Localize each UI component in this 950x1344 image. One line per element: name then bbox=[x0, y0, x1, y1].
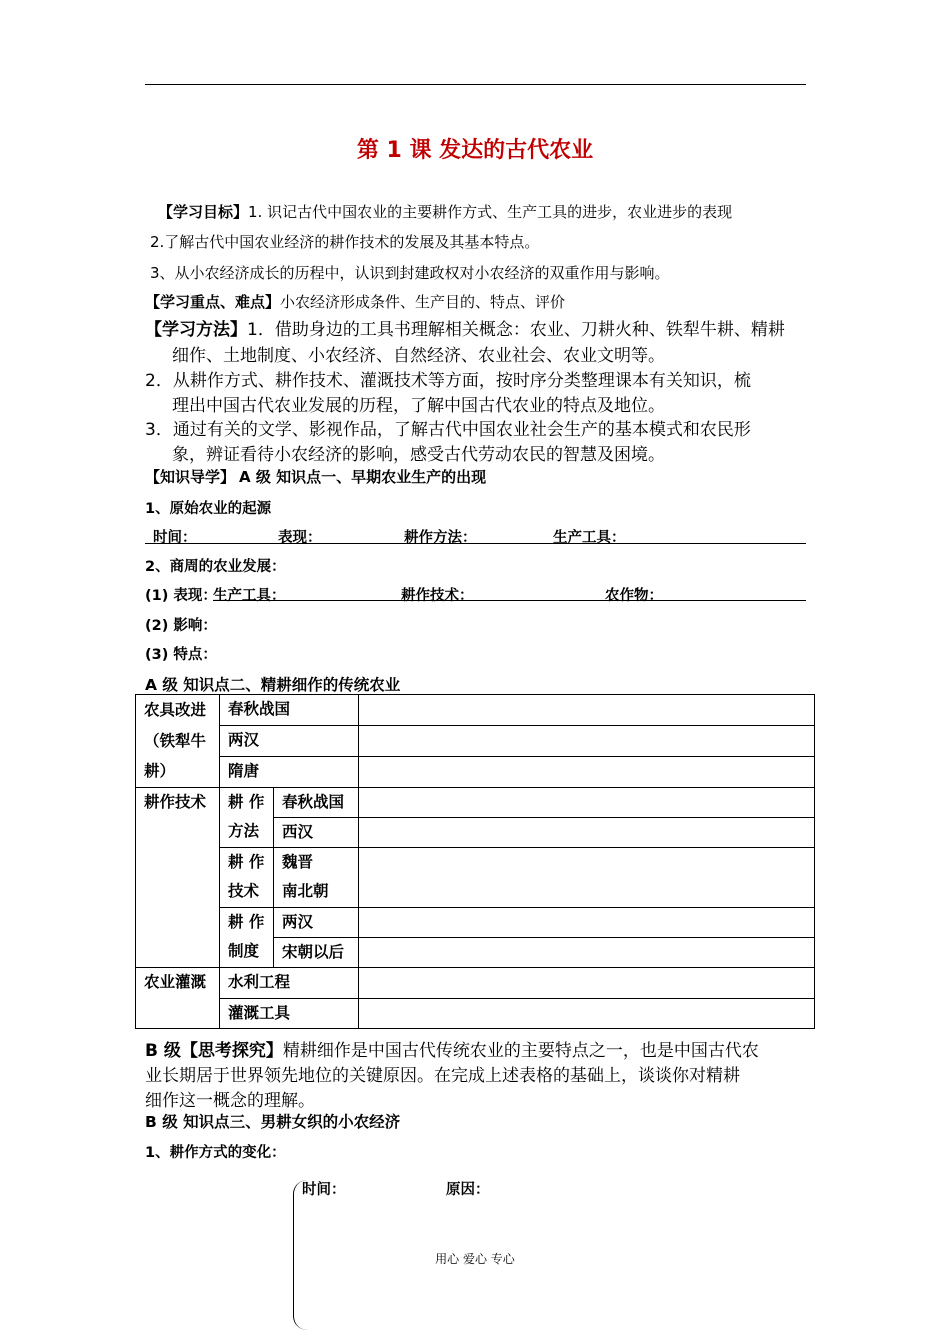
kp1-field-performance: 表现： bbox=[278, 530, 322, 546]
key-points-label: 【学习重点、难点】 bbox=[145, 293, 281, 311]
kp1-sub-2: (2) 影响： bbox=[145, 618, 217, 634]
kp3-item-1: 1、耕作方式的变化： bbox=[145, 1145, 286, 1161]
answer-cell[interactable] bbox=[359, 725, 815, 756]
period-line-2: 南北朝 bbox=[282, 882, 329, 901]
method-group-cell bbox=[220, 787, 274, 848]
methods-label: 【学习方法】 bbox=[145, 320, 247, 340]
think-line-1 bbox=[145, 1036, 759, 1061]
method-2-line-a: 2．从耕作方式、耕作技术、灌溉技术等方面，按时序分类整理课本有关知识，梳 bbox=[145, 371, 751, 391]
kp1-field-crops: 农作物： bbox=[605, 588, 663, 604]
period-cell: 两汉 bbox=[274, 907, 359, 937]
period-line-1: 魏晋 bbox=[282, 853, 314, 872]
tools-row-label: 春秋战国 bbox=[220, 695, 359, 726]
goals-label: 【学习目标】 bbox=[158, 203, 249, 221]
answer-cell[interactable] bbox=[359, 907, 815, 937]
tools-header-line-2: （铁犁牛 bbox=[144, 731, 207, 750]
system-line-2: 制度 bbox=[228, 941, 260, 960]
goals-line-1 bbox=[158, 201, 732, 222]
tools-row-label: 两汉 bbox=[220, 725, 359, 756]
key-points-text: 小农经济形成条件、生产目的、特点、评价 bbox=[280, 293, 566, 311]
page-footer: 用心 爱心 专心 bbox=[435, 1252, 515, 1266]
period-cell: 西汉 bbox=[274, 817, 359, 847]
think-text-1: 精耕细作是中国古代传统农业的主要特点之一，也是中国古代农 bbox=[282, 1041, 759, 1061]
method-2-line-b: 理出中国古代农业发展的历程，了解中国古代农业的特点及地位。 bbox=[172, 396, 665, 416]
key-points bbox=[145, 291, 565, 312]
answer-cell[interactable] bbox=[359, 848, 815, 908]
kp1-field-time: 时间： bbox=[153, 530, 197, 546]
guide-heading bbox=[145, 466, 486, 487]
tech-header-cell: 耕作技术 bbox=[136, 787, 220, 968]
guide-label: 【知识导学】 bbox=[145, 468, 236, 486]
answer-cell[interactable] bbox=[359, 968, 815, 998]
craft-line-1: 耕 作 bbox=[228, 853, 265, 872]
answer-cell[interactable] bbox=[359, 817, 815, 847]
answer-cell[interactable] bbox=[359, 695, 815, 726]
think-line-2: 业长期居于世界领先地位的关键原因。在完成上述表格的基础上，谈谈你对精耕 bbox=[145, 1066, 740, 1086]
method-3-line-b: 象，辨证看待小农经济的影响，感受古代劳动农民的智慧及困境。 bbox=[172, 445, 665, 465]
kp3-time-field: 时间： bbox=[302, 1182, 346, 1198]
kp3-reason-field: 原因： bbox=[446, 1182, 490, 1198]
kp3-heading: B 级 知识点三、男耕女织的小农经济 bbox=[145, 1113, 401, 1131]
method-1-line-b: 细作、土地制度、小农经济、自然经济、农业社会、农业文明等。 bbox=[172, 346, 665, 366]
answer-cell[interactable] bbox=[359, 787, 815, 817]
goal-item-1: 1. 识记古代中国农业的主要耕作方式、生产工具的进步，农业进步的表现 bbox=[248, 203, 733, 221]
answer-cell[interactable] bbox=[359, 998, 815, 1028]
method-line-2: 方法 bbox=[228, 821, 260, 840]
page-title: 第 1 课 发达的古代农业 bbox=[356, 138, 594, 163]
answer-cell[interactable] bbox=[359, 756, 815, 787]
irrigation-row-label: 灌溉工具 bbox=[220, 998, 359, 1028]
kp2-heading: A 级 知识点二、精耕细作的传统农业 bbox=[145, 676, 401, 694]
tools-header-line-1: 农具改进 bbox=[144, 701, 207, 719]
kp1-field-technique: 耕作技术： bbox=[401, 588, 474, 604]
goal-item-3: 3、从小农经济成长的历程中，认识到封建政权对小农经济的双重作用与影响。 bbox=[150, 264, 670, 282]
answer-cell[interactable] bbox=[359, 937, 815, 967]
craft-group-cell bbox=[220, 848, 274, 908]
period-cell: 宋朝以后 bbox=[274, 937, 359, 967]
header-rule bbox=[145, 84, 806, 85]
fill-line-2 bbox=[213, 600, 806, 601]
agriculture-table bbox=[135, 694, 815, 1029]
kp1-item-2: 2、商周的农业发展： bbox=[145, 559, 286, 575]
method-3-line-a: 3．通过有关的文学、影视作品，了解古代中国农业社会生产的基本模式和农民形 bbox=[145, 420, 751, 440]
craft-line-2: 技术 bbox=[228, 882, 260, 901]
tools-header-line-3: 耕） bbox=[144, 762, 176, 780]
method-line-1: 耕 作 bbox=[228, 792, 265, 811]
kp1-sub-3: (3) 特点： bbox=[145, 647, 217, 663]
system-line-1: 耕 作 bbox=[228, 912, 265, 931]
method-1-line-a bbox=[145, 315, 785, 340]
think-label: B 级【思考探究】 bbox=[145, 1041, 283, 1061]
method-1-text: 1．借助身边的工具书理解相关概念：农业、刀耕火种、铁犁牛耕、精耕 bbox=[247, 320, 785, 340]
irrigation-row-label: 水利工程 bbox=[220, 968, 359, 998]
kp1-field-tools: 生产工具： bbox=[553, 530, 626, 546]
tools-row-label: 隋唐 bbox=[220, 756, 359, 787]
period-cell: 春秋战国 bbox=[274, 787, 359, 817]
guide-level: A 级 知识点一、早期农业生产的出现 bbox=[239, 468, 487, 486]
kp1-field-method: 耕作方法： bbox=[404, 530, 477, 546]
goal-item-2: 2.了解古代中国农业经济的耕作技术的发展及其基本特点。 bbox=[150, 233, 540, 251]
fill-line-1 bbox=[145, 543, 806, 544]
period-cell bbox=[274, 848, 359, 908]
system-group-cell bbox=[220, 907, 274, 968]
kp1-item-1: 1、原始农业的起源 bbox=[145, 501, 272, 517]
think-line-3: 细作这一概念的理解。 bbox=[145, 1091, 315, 1111]
kp1-sub-1: (1) 表现： bbox=[145, 588, 217, 604]
irrigation-header-cell: 农业灌溉 bbox=[136, 968, 220, 1029]
kp1-field-tools-2: 生产工具： bbox=[213, 588, 286, 604]
tools-header-cell bbox=[136, 695, 220, 788]
